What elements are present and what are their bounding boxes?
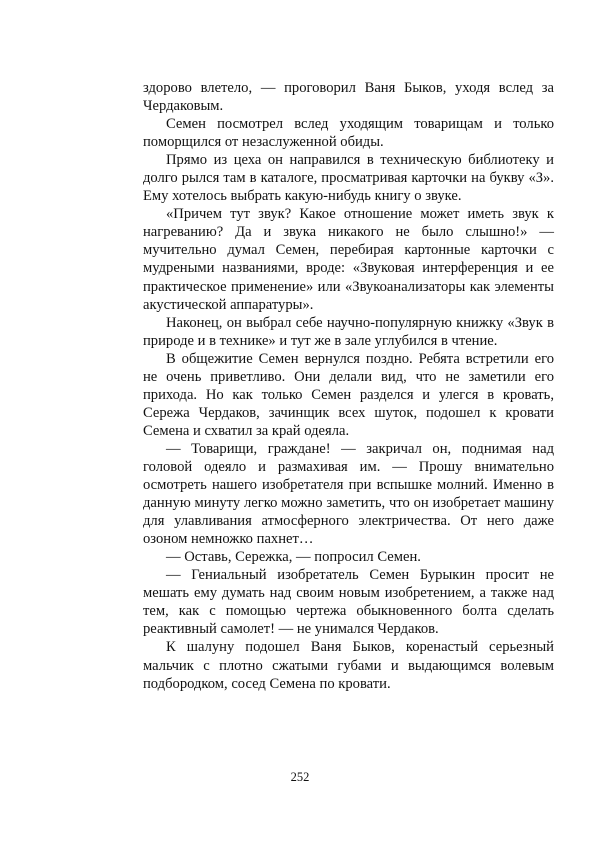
paragraph: Семен посмотрел вслед уходящим товарищам и только поморщился от незаслуженной обиды. — [143, 116, 554, 151]
paragraph: К шалуну подошел Ваня Быков, коренастый серьезный мальчик с плотно сжатыми губами и выдающимся волевым подбородком, сосед Семена по кровати. — [143, 639, 554, 692]
paragraph: здорово влетело, — проговорил Ваня Быков, уходя вслед за Чердаковым. — [143, 80, 554, 115]
paragraph: — Гениальный изобретатель Семен Бурыкин просит не мешать ему думать над своим новым изобретением, а также над тем, как с помощью чертежа обыкновенного болта сделать реактивный самолет! — не унимался Чердаков. — [143, 567, 554, 638]
paragraph: В общежитие Семен вернулся поздно. Ребята встретили его не очень приветливо. Они делали вид, что не заметили его прихода. Но как только Семен разделся и улегся в кровать, Сережа Чердаков, зачинщик всех шуток, подошел к кровати Семена и схватил за край одеяла. — [143, 350, 554, 439]
paragraph: Прямо из цеха он направился в техническую библиотеку и долго рылся там в каталоге, просматривая карточки на букву «З». Ему хотелось выбрать какую-нибудь книгу о звуке. — [143, 152, 554, 205]
paragraph: — Товарищи, граждане! — закричал он, поднимая над головой одеяло и размахивая им. — Прошу внимательно осмотреть нашего изобретателя при вспышке молний. Именно в данную минуту легко можно заметить, что он изобретает машину для улавливания атмосферного электричества. От него даже озоном немножко пахнет… — [143, 440, 554, 548]
paragraph: «Причем тут звук? Какое отношение может иметь звук к нагреванию? Да и звука никакого не было слышно!» — мучительно думал Семен, перебирая картонные карточки с мудреными названиями, вроде: «Звуковая интерференция и ее практическое применение» или «Звукоанализаторы как элементы акустической аппаратуры». — [143, 206, 554, 313]
page-number: 252 — [290, 770, 310, 784]
paragraph: Наконец, он выбрал себе научно-популярную книжку «Звук в природе и в технике» и тут же в зале углубился в чтение. — [143, 314, 554, 349]
paragraph: — Оставь, Сережка, — попросил Семен. — [166, 549, 421, 566]
page-body — [143, 79, 554, 693]
